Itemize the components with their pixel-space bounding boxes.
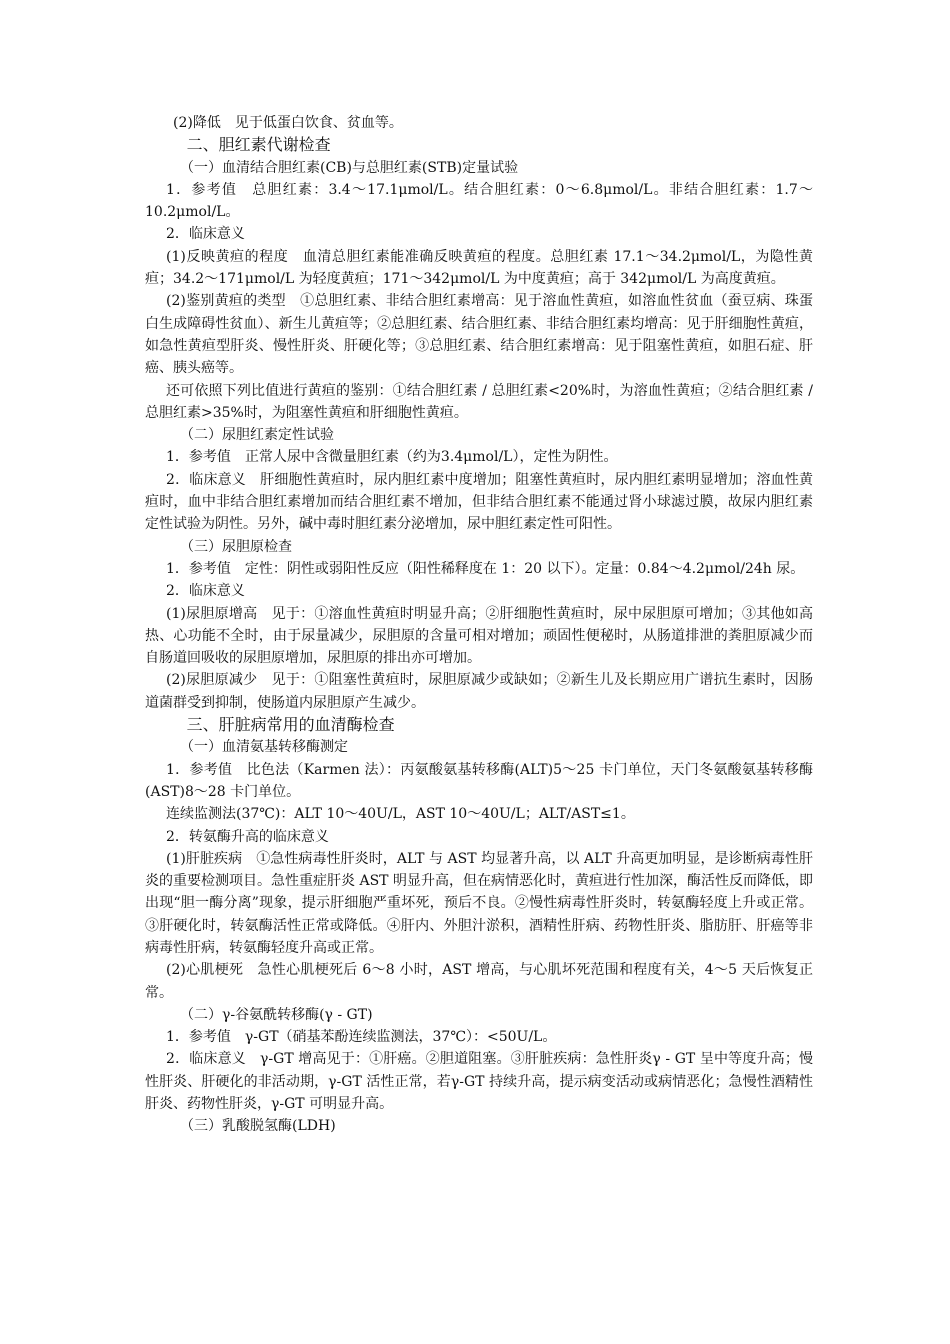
- subsection-heading-urine-bilirubin: （二）尿胆红素定性试验: [180, 427, 334, 444]
- subsection-heading-ldh: （三）乳酸脱氢酶(LDH): [180, 1118, 336, 1135]
- document-page: [145, 112, 813, 1138]
- heading-transaminase-significance: 2．转氨酶升高的临床意义: [166, 828, 329, 845]
- section-heading-bilirubin: 二、胆红素代谢检查: [186, 135, 331, 155]
- paragraph-urine-bilirubin-significance: 2．临床意义 肝细胞性黄疸时，尿内胆红素中度增加；阻塞性黄疸时，尿内胆红素明显增加；溶血性黄疸时，血中非结合胆红素增加而结合胆红素不增加，但非结合胆红素不能通过肾小球滤过膜，故尿内胆红素定性试验为阴性。另外，碱中毒时胆红素分泌增加，尿中胆红素定性可阳性。: [145, 471, 813, 533]
- paragraph-jaundice-type: (2)鉴别黄疸的类型 ①总胆红素、非结合胆红素增高：见于溶血性黄疸，如溶血性贫血（蚕豆病、珠蛋白生成障碍性贫血）、新生儿黄疸等；②总胆红素、结合胆红素、非结合胆红素均增高：见于肝细胞性黄疸，如急性黄疸型肝炎、慢性肝炎、肝硬化等；③总胆红素、结合胆红素增高：见于阻塞性黄疸，如胆石症、肝癌、胰头癌等。: [145, 293, 813, 377]
- paragraph-transaminase-reference: 1．参考值 比色法（Karmen 法）：丙氨酸氨基转移酶(ALT)5～25 卡门单位，天门冬氨酸氨基转移酶(AST)8～28 卡门单位。: [145, 761, 813, 800]
- paragraph-bilirubin-reference: 1．参考值 总胆红素：3.4～17.1μmol/L。结合胆红素：0～6.8μmol/L。非结合胆红素：1.7～10.2μmol/L。: [145, 181, 813, 221]
- subsection-heading-urobilinogen: （三）尿胆原检查: [180, 538, 292, 555]
- paragraph-urobilinogen-decrease: (2)尿胆原减少 见于：①阻塞性黄疸时，尿胆原减少或缺如；②新生儿及长期应用广谱抗生素时，因肠道菌群受到抑制，使肠道内尿胆原产生减少。: [145, 672, 813, 711]
- paragraph-urobilinogen-reference: 1．参考值 定性：阴性或弱阳性反应（阳性稀释度在 1：20 以下）。定量：0.84～4.2μmol/24h 尿。: [166, 560, 805, 577]
- paragraph-urobilinogen-increase: (1)尿胆原增高 见于：①溶血性黄疸时明显升高；②肝细胞性黄疸时，尿中尿胆原可增加；③其他如高热、心功能不全时，由于尿量减少，尿胆原的含量可相对增加；顽固性便秘时，从肠道排泄的粪胆原减少而自肠道回吸收的尿胆原增加，尿胆原的排出亦可增加。: [145, 605, 813, 667]
- subsection-heading-transaminase: （一）血清氨基转移酶测定: [180, 739, 348, 756]
- heading-clinical-significance-2: 2．临床意义: [166, 583, 245, 600]
- paragraph-urine-bilirubin-reference: 1．参考值 正常人尿中含微量胆红素（约为3.4μmol/L），定性为阴性。: [166, 449, 618, 466]
- subsection-heading-ggt: （二）γ-谷氨酰转移酶(γ - GT): [180, 1006, 373, 1023]
- paragraph-jaundice-degree: (1)反映黄疸的程度 血清总胆红素能准确反映黄疸的程度。总胆红素 17.1～34.2μmol/L，为隐性黄疸；34.2～171μmol/L 为轻度黄疸；171～342μmol/L 为中度黄疸；高于 342μmol/L 为高度黄疸。: [145, 248, 813, 288]
- paragraph-ggt-significance: 2．临床意义 γ-GT 增高见于：①肝癌。②胆道阻塞。③肝脏疾病：急性肝炎γ - GT 呈中等度升高；慢性肝炎、肝硬化的非活动期，γ-GT 活性正常，若γ-GT 持续升高，提示病变活动或病情恶化；急慢性酒精性肝炎、药物性肝炎，γ-GT 可明显升高。: [145, 1051, 813, 1113]
- paragraph-myocardial-infarction: (2)心肌梗死 急性心肌梗死后 6～8 小时，AST 增高，与心肌坏死范围和程度有关，4～5 天后恢复正常。: [145, 962, 813, 1001]
- paragraph-ggt-reference: 1．参考值 γ-GT（硝基苯酚连续监测法，37℃）：<50U/L。: [166, 1029, 557, 1046]
- paragraph-continuous-monitoring: 连续监测法(37℃)：ALT 10～40U/L，AST 10～40U/L；ALT/AST≤1。: [166, 806, 635, 823]
- subsection-heading-serum-bilirubin: （一）血清结合胆红素(CB)与总胆红素(STB)定量试验: [180, 159, 519, 176]
- heading-clinical-significance-1: 2．临床意义: [166, 226, 245, 243]
- section-heading-serum-enzymes: 三、肝脏病常用的血清酶检查: [186, 715, 395, 735]
- paragraph-ratio-identification: 还可依照下列比值进行黄疸的鉴别：①结合胆红素 / 总胆红素<20%时，为溶血性黄疸；②结合胆红素 / 总胆红素>35%时，为阻塞性黄疸和肝细胞性黄疸。: [145, 382, 813, 421]
- paragraph-decrease: (2)降低 见于低蛋白饮食、贫血等。: [173, 115, 403, 131]
- paragraph-liver-disease: (1)肝脏疾病 ①急性病毒性肝炎时，ALT 与 AST 均显著升高，以 ALT 升高更加明显，是诊断病毒性肝炎的重要检测项目。急性重症肝炎 AST 明显升高，但在病情恶化时，黄疸进行性加深，酶活性反而降低，即出现“胆一酶分离”现象，提示肝细胞严重坏死，预后不良。②慢性病毒性肝炎时，转氨酶轻度上升或正常。③肝硬化时，转氨酶活性正常或降低。④肝内、外胆汁淤积，酒精性肝病、药物性肝炎、脂肪肝、肝癌等非病毒性肝病，转氨酶轻度升高或正常。: [145, 850, 813, 956]
